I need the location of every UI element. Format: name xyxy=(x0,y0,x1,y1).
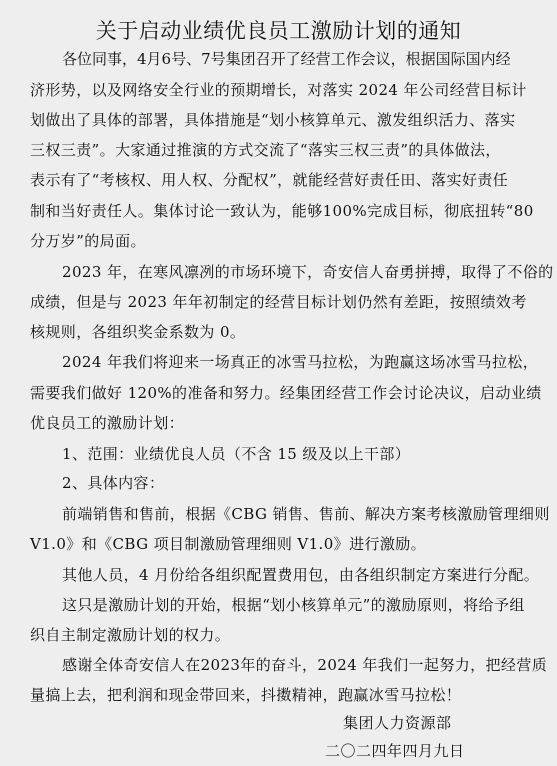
paragraph-line: 划做出了具体的部署，具体措施是“划小核算单元、激发组织活力、落实 xyxy=(30,111,516,129)
paragraph-line: 前端销售和售前，根据《CBG 销售、售前、解决方案考核激励管理细则 xyxy=(62,505,550,523)
paragraph-line: 2024 年我们将迎来一场真正的冰雪马拉松，为跑赢这场冰雪马拉松， xyxy=(62,353,539,371)
paragraph-line: 其他人员，4 月份给各组织配置费用包，由各组织制定方案进行分配。 xyxy=(62,566,540,584)
paragraph-line: 表示有了“考核权、用人权、分配权”，就能经营好责任田、落实好责任 xyxy=(30,171,509,189)
paragraph-line: 成绩，但是与 2023 年年初制定的经营目标计划仍然有差距，按照绩效考 xyxy=(30,293,527,311)
paragraph-line: 核规则，各组织奖金系数为 0。 xyxy=(30,323,246,341)
paragraph-line: 感谢全体奇安信人在2023年的奋斗，2024 年我们一起努力，把经营质 xyxy=(62,656,548,674)
signature-department: 集团人力资源部 xyxy=(343,714,452,732)
paragraph-line: 织自主制定激励计划的权力。 xyxy=(30,626,231,644)
paragraph-line: 制和当好责任人。集体讨论一致认为，能够100%完成目标，彻底扭转“80 xyxy=(30,202,534,220)
paragraph-line: 量搞上去，把利润和现金带回来，抖擞精神，跑赢冰雪马拉松！ xyxy=(30,686,462,704)
paragraph-line: 三权三责”。大家通过推演的方式交流了“落实三权三责”的具体做法， xyxy=(30,141,501,159)
paragraph-line: 济形势，以及网络安全行业的预期增长，对落实 2024 年公司经营目标计 xyxy=(30,81,527,99)
document-title: 关于启动业绩优良员工激励计划的通知 xyxy=(95,19,462,43)
paragraph-line: 这只是激励计划的开始，根据“划小核算单元”的激励原则，将给予组 xyxy=(62,596,525,614)
list-item-content: 2、具体内容： xyxy=(62,474,165,492)
paragraph-line: 各位同事，4月6号、7号集团召开了经营工作会议，根据国际国内经 xyxy=(62,50,511,68)
paragraph-line: 需要我们做好 120%的准备和努力。经集团经营工作会讨论决议，启动业绩 xyxy=(30,384,542,402)
paragraph-line: 2023 年，在寒风凛冽的市场环境下，奇安信人奋勇拼搏，取得了不俗的 xyxy=(62,263,554,281)
list-item-scope: 1、范围：业绩优良人员（不含 15 级及以上干部） xyxy=(62,445,411,463)
paragraph-line: 分万岁”的局面。 xyxy=(30,232,146,250)
paragraph-line: 优良员工的激励计划： xyxy=(30,414,185,432)
paragraph-line: V1.0》和《CBG 项目制激励管理细则 V1.0》进行激励。 xyxy=(30,535,427,553)
signature-date: 二〇二四年四月九日 xyxy=(325,742,465,760)
